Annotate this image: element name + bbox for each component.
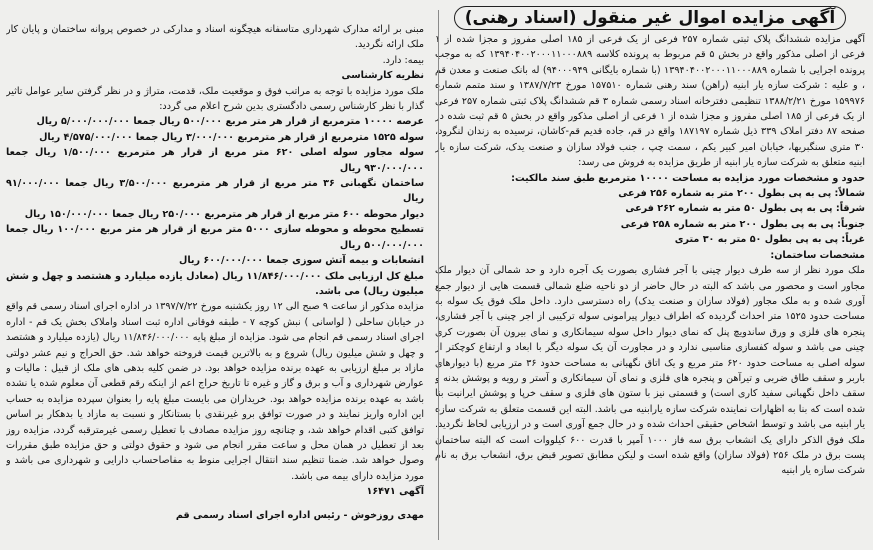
valuation-line: عرصه ۱۰۰۰۰ مترمربع از قرار هر متر مربع ۵۰۰/۰۰۰ ریال جمعا ۵/۰۰۰/۰۰۰/۰۰۰ ریال — [36, 116, 424, 128]
column-divider — [438, 10, 439, 540]
boundary-east: شرقاً: پی به پی بطول ۵۰ متر به شماره ۲۶۲ فرعی — [625, 203, 865, 215]
notice-title: آگهی مزایده اموال غیر منقول (اسناد رهنی) — [454, 6, 846, 30]
building-specs: ملک مورد نظر از سه طرف دیوار چینی با آجر فشاری بصورت یک آجره دارد و حد شمالی آن دیوار ملک مجاور است و محصور می باشد که البته در حال حاضر از دو ناحیه ضلع شمالی قسمت هایی از دیوار جمع آوری شده و به ملک مجاور (فولاد سازان و صنعت یدک) راه دسترسی دارد. داخل ملک فوق یک سوله به مساحت حدود ۱۵۲۵ متر احداث گردیده که اطراف دیوار پیرامونی سوله ترکیبی از اجر چینی با آجر فشاری، پنجره های فلزی و ورق ساندویچ پنل که نمای دیوار داخل سوله سیمانکاری و نمای بیرون آن بصورت کری چینی می باشد و سوله کفسازی مناسبی ندارد و در مجاورت آن یک سوله دیگر با ابعاد و ارتفاع کوچکتر از سوله اصلی به مساحت حدود ۶۲۰ متر مربع و یک اتاق نگهبانی به مساحت حدود ۳۶ متر مربع (با دیوارهای باربر و سقف طاق ضربی و تیرآهن و پنجره های فلزی و نمای آن سیمانکاری و آستر و رویه و پوشش بدنه و سقف داخل نگهبانی سفید کاری است) و قسمتی نیز با ستون های فلزی و سقف خرپا و پوشش ایرانیت بنا شده است که بنا به اظهارات نماینده شرکت سازه یارابنیه می باشد. البته این قسمت متعلق به شرکت سازه یار ابنیه می باشد و توسط اشخاص حقیقی احداث شده و در حال جمع آوری است و در ارزیابی لحاظ نگردید. ملک فوق الذکر دارای یک انشعاب برق سه فاز ۱۰۰۰ آمپر با قدرت ۶۰۰ کیلووات است که البته ساختمان پست برق در ملک ۲۵۶ (فولاد سازان) واقع شده است و لیکن مطابق تصویر قبض برق، انشعاب برق به نام شرکت سازه یار ابنیه — [435, 265, 865, 477]
valuation-line: تسطیح محوطه و محوطه سازی ۵۰۰۰ متر مربع از قرار هر متر مربع ۱۰۰/۰۰۰ ریال جمعا ۵۰۰/۰۰۰/۰۰۰ ریال — [6, 224, 424, 251]
notice-left-column — [6, 22, 424, 544]
valuation-line: ساختمان نگهبانی ۳۶ متر مربع از قرار هر مترمربع ۳/۵۰۰/۰۰۰ ریال جمعا ۹۱/۰۰۰/۰۰۰ ریال — [6, 178, 424, 205]
signature-line: مهدی روزخوش - رئیس اداره اجرای اسناد رسمی قم — [175, 509, 424, 521]
valuation-line: سوله ۱۵۲۵ مترمربع از قرار هر مترمربع ۳/۰۰۰/۰۰۰ ریال جمعا ۴/۵۷۵/۰۰۰/۰۰۰ ریال — [39, 131, 424, 143]
notice-title-wrap — [435, 6, 865, 30]
notice-right-column — [435, 6, 865, 544]
property-area: حدود و مشخصات مورد مزایده به مساحت ۱۰۰۰۰ مترمربع طبق سند مالکیت: — [511, 172, 865, 184]
insurance-note: بیمه: دارد. — [382, 54, 424, 66]
documents-note: مبنی بر ارائه مدارک شهرداری متاسفانه هیچگونه اسناد و مدارکی در خصوص پروانه ساختمان و پایان کار ملک ارائه نگردید. — [6, 24, 424, 51]
valuation-line: سوله مجاور سوله اصلی ۶۲۰ متر مربع از قرار هر مترمربع ۱/۵۰۰/۰۰۰ ریال جمعا ۹۳۰/۰۰۰/۰۰۰ ریال — [6, 147, 424, 174]
boundary-north: شمالاً: پی به پی بطول ۲۰۰ متر به شماره ۲۵۶ فرعی — [618, 188, 865, 200]
valuation-line: دیوار محوطه ۶۰۰ متر مربع از قرار هر مترمربع ۲۵۰/۰۰۰ ریال جمعا ۱۵۰/۰۰۰/۰۰۰ ریال — [24, 208, 424, 220]
valuation-line: انشعابات و بیمه آتش سوزی جمعا ۶۰۰/۰۰۰/۰۰۰ ریال — [179, 255, 424, 267]
expert-text: ملک مورد مزایده با توجه به مراتب فوق و موقعیت ملک، قدمت، متراژ و در نظر گرفتن سایر عوامل تاثیر گذار با نظر کارشناس رسمی دادگستری بدین شرح اعلام می گردد: — [6, 85, 424, 113]
specs-heading: مشخصات ساختمان: — [770, 249, 865, 261]
boundary-west: غرباً: پی به پی بطول ۵۰ متر به ۳۰ متری — [674, 234, 865, 246]
valuation-total: مبلغ کل ارزیابی ملک ۱۱/۸۴۶/۰۰۰/۰۰۰ ریال (معادل یازده میلیارد و هشتصد و چهل و شش میلیون ریال) می باشد. — [6, 270, 424, 297]
boundary-south: جنوباً: پی به پی بطول ۲۰۰ متر به شماره ۲۵۸ فرعی — [620, 218, 865, 230]
notice-intro: آگهی مزایده ششدانگ پلاک ثبتی شماره ۲۵۷ فرعی از یک فرعی از ۱۸۵ اصلی مفروز و مجزا شده از ۱ فرعی از اصلی مذکور واقع در بخش ۵ قم مربوط به پرونده کلاسه ۱۳۹۴۰۴۰۰۲۰۰۰۱۱۰۰۰۸۸۹ که به موجب پرونده اجرایی با شماره ۱۳۹۴۰۴۰۰۲۰۰۰۱۱۰۰۰۸۸۹ (با شماره بایگانی ۹۴۰۰۰۹۴۹) له بانک صنعت و معدن قم ، و علیه : شرکت سازه یار ابنیه (راهن) سند رهنی شماره ۱۵۷۵۱۰ مورخ ۱۳۸۷/۷/۲۳ و سند متمم شماره ۱۵۹۹۷۶ مورخ ۱۳۸۸/۲/۲۱ تنظیمی دفترخانه اسناد رسمی شماره ۳ قم ششدانگ پلاک ثبتی شماره ۲۵۷ فرعی از یک فرعی از ۱۸۵ اصلی مفروز و مجزا شده از ۱ فرعی از اصلی مذکور واقع در بخش ۵ قم ثبت شده در صفحه ۸۷ دفتر املاک ۳۳۹ ذیل شماره ۱۸۷۱۹۷ واقع در قم، جاده قدیم قم-کاشان، نرسیده به زندان لنگرود، ۳۰ متری سنگبریها، خیابان امیر کبیر یکم ، سمت چپ ، جنب فولاد سازان و صنعت یدک، شرکت سازه یار ابنیه متعلق به شرکت سازه یار ابنیه از طریق مزایده به فروش می رسد: — [435, 34, 865, 169]
auction-terms: مزایده مذکور از ساعت ۹ صبح الی ۱۲ روز یکشنبه مورخ ۱۳۹۷/۷/۲۲ در اداره اجرای اسناد رسمی قم واقع در خیابان ساحلی ( لواسانی ) نبش کوچه ۷ - طبقه فوقانی اداره ثبت اسناد واملاک بخش یک قم - اداره اجرای اسناد رسمی قم انجام می شود. مزایده از مبلغ پایه ۱۱/۸۴۶/۰۰۰/۰۰۰ ریال (یازده میلیارد و هشتصد و چهل و شش میلیون ریال) شروع و به بالاترین قیمت فروخته خواهد شد. حق الحراج و نیم عشر دولتی مازاد بر مبلغ ارزیابی به عهده برنده مزایده خواهد بود. در ضمن کلیه بدهی های ملک از قبیل : مالیات و عوارض شهرداری و آب و برق و گاز و غیره تا تاریخ حراج اعم از اینکه رقم قطعی آن معلوم شده یا نشده باشد به عهده برنده مزایده خواهد بود. خریداران می بایست مبلغ پایه را بعنوان سپرده مزایده به حساب این اداره واریز نمایند و در صورت توافق برو غیرنقدی با بستانکار و نسبت به مازاد یا بدهکار بر اساس توافق کتبی اقدام خواهد شد، و چنانچه روز مزایده مصادف با تعطیل رسمی غیرمترقبه گردد، مزایده روز بعد از تعطیل در همان محل و ساعت مقرر انجام می شود و حقوق دولتی و حق مزایده طبق مقررات وصول خواهد شد. ضمنا تنظیم سند انتقال اجرایی منوط به مفاصاحساب دارایی و شهرداری می باشد و مورد مزایده دارای بیمه می باشد. — [6, 301, 424, 482]
expert-heading: نظریه کارشناسی — [341, 70, 424, 82]
ad-number: آگهی ۱۶۴۷۱ — [366, 486, 424, 498]
